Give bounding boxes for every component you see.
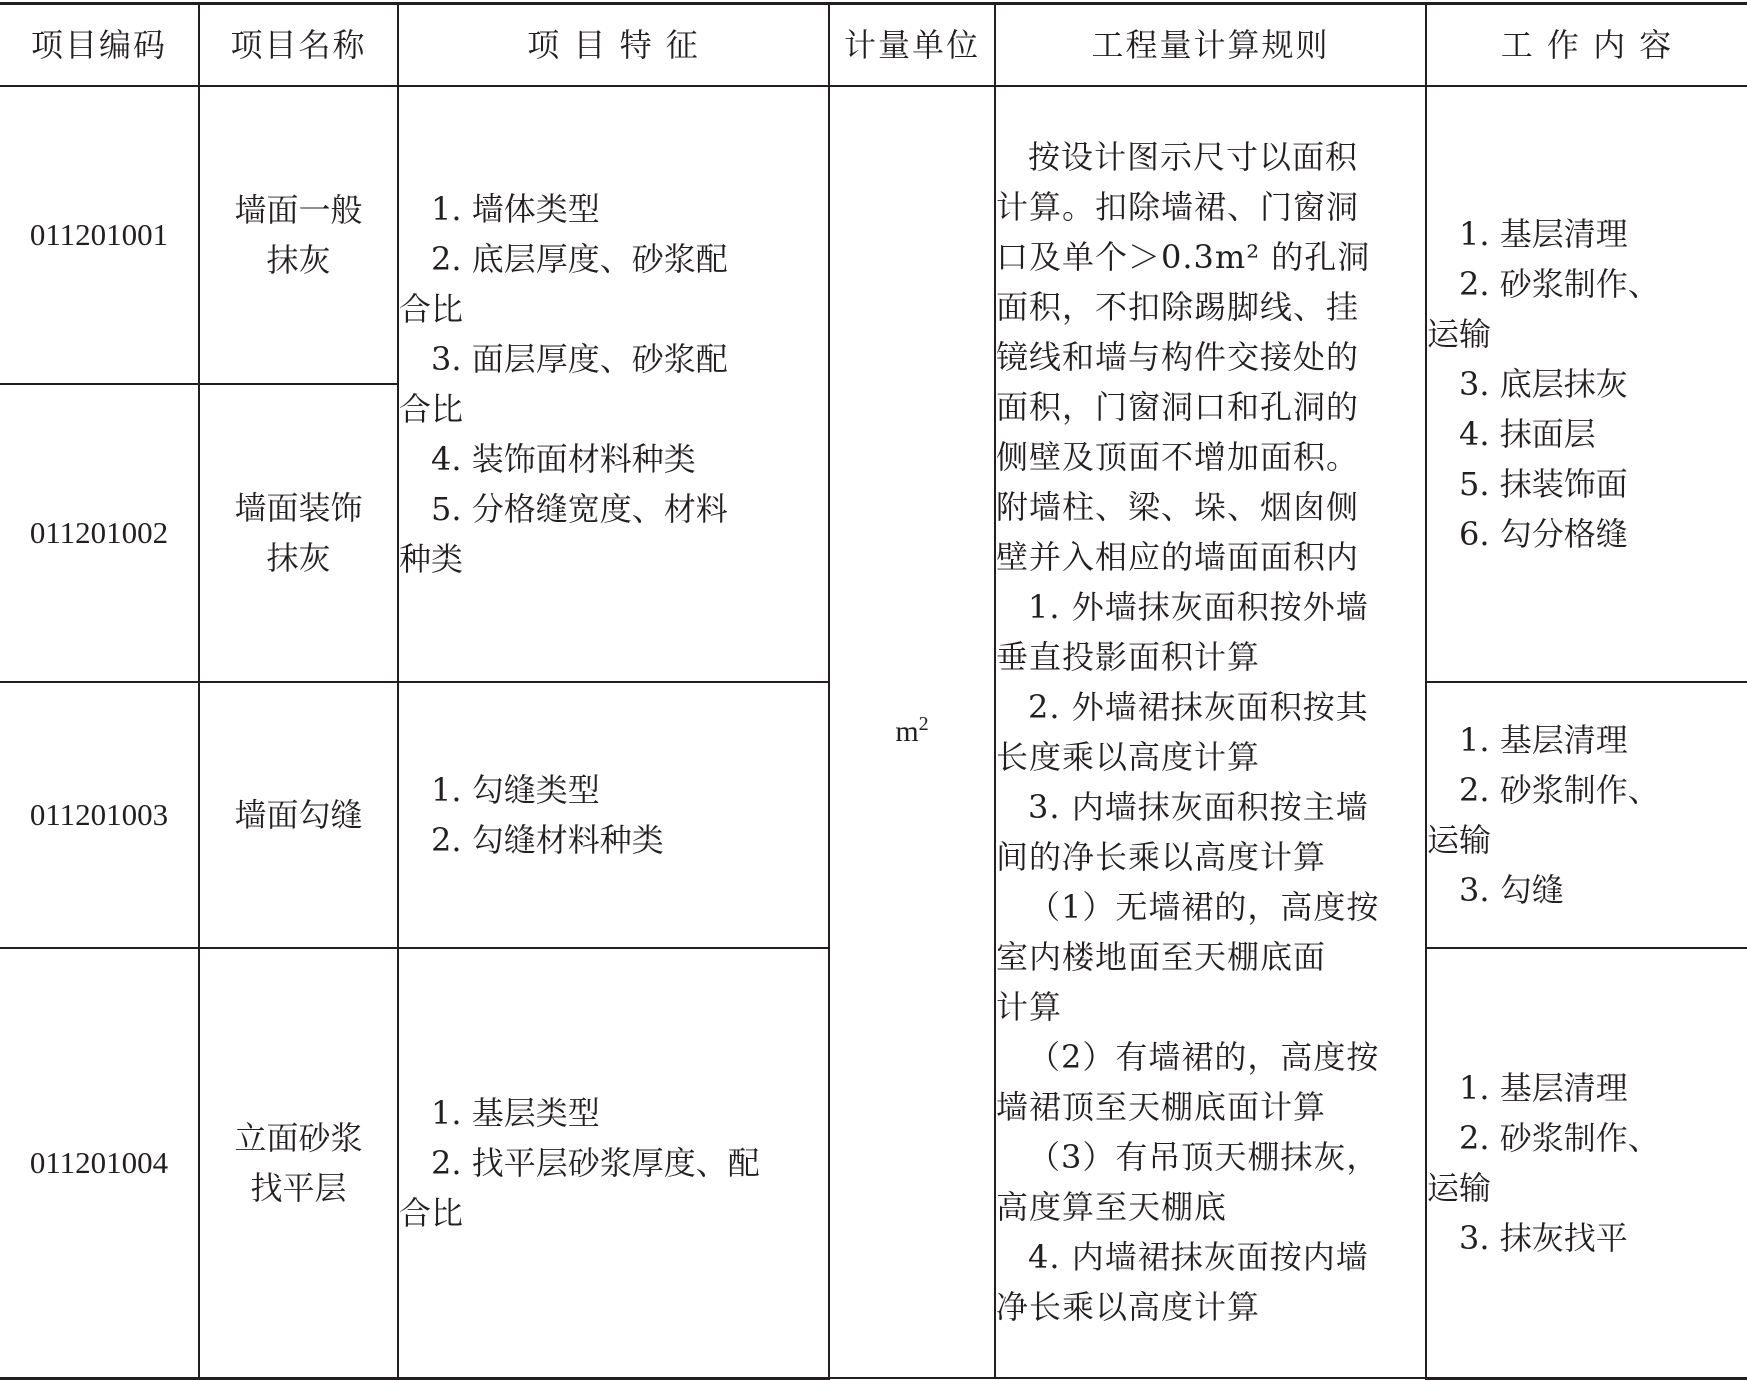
item-code: 011201002 xyxy=(0,384,199,682)
header-work: 工 作 内 容 xyxy=(1426,4,1747,87)
item-name: 墙面一般 抹灰 xyxy=(199,86,398,384)
item-features: 1. 墙体类型 2. 底层厚度、砂浆配 合比 3. 面层厚度、砂浆配 合比 4. 装饰面材料种类 5. 分格缝宽度、材料 种类 xyxy=(398,86,829,682)
header-unit: 计量单位 xyxy=(829,4,995,87)
item-features: 1. 勾缝类型 2. 勾缝材料种类 xyxy=(398,682,829,948)
specification-table xyxy=(0,2,1747,1380)
item-code: 011201004 xyxy=(0,948,199,1378)
item-name: 墙面勾缝 xyxy=(199,682,398,948)
header-name: 项目名称 xyxy=(199,4,398,87)
item-name: 墙面装饰 抹灰 xyxy=(199,384,398,682)
table-row xyxy=(0,86,1747,384)
header-row xyxy=(0,4,1747,87)
item-name: 立面砂浆 找平层 xyxy=(199,948,398,1378)
header-rule: 工程量计算规则 xyxy=(995,4,1426,87)
item-code: 011201003 xyxy=(0,682,199,948)
work-content: 1. 基层清理 2. 砂浆制作、 运输 3. 抹灰找平 xyxy=(1426,948,1747,1378)
header-code: 项目编码 xyxy=(0,4,199,87)
unit-cell: $m^2$ xyxy=(829,86,995,1378)
item-features: 1. 基层类型 2. 找平层砂浆厚度、配 合比 xyxy=(398,948,829,1378)
work-content: 1. 基层清理 2. 砂浆制作、 运输 3. 底层抹灰 4. 抹面层 5. 抹装饰面 6. 勾分格缝 xyxy=(1426,86,1747,682)
work-content: 1. 基层清理 2. 砂浆制作、 运输 3. 勾缝 xyxy=(1426,682,1747,948)
header-features: 项 目 特 征 xyxy=(398,4,829,87)
item-code: 011201001 xyxy=(0,86,199,384)
calculation-rule: 按设计图示尺寸以面积 计算。扣除墙裙、门窗洞 口及单个＞0.3m² 的孔洞 面积，不扣除踢脚线、挂 镜线和墙与构件交接处的 面积，门窗洞口和孔洞的 侧壁及顶面不增加面积。 附墙柱、梁、垛、烟囱侧 壁并入相应的墙面面积内 1. 外墙抹灰面积按外墙 垂直投影面积计算 2. 外墙裙抹灰面积按其 长度乘以高度计算 3. 内墙抹灰面积按主墙 间的净长乘以高度计算 （1）无墙裙的，高度按 室内楼地面至天棚底面 计算 （2）有墙裙的，高度按 墙裙顶至天棚底面计算 （3）有吊顶天棚抹灰， 高度算至天棚底 4. 内墙裙抹灰面按内墙 净长乘以高度计算 xyxy=(995,86,1426,1378)
